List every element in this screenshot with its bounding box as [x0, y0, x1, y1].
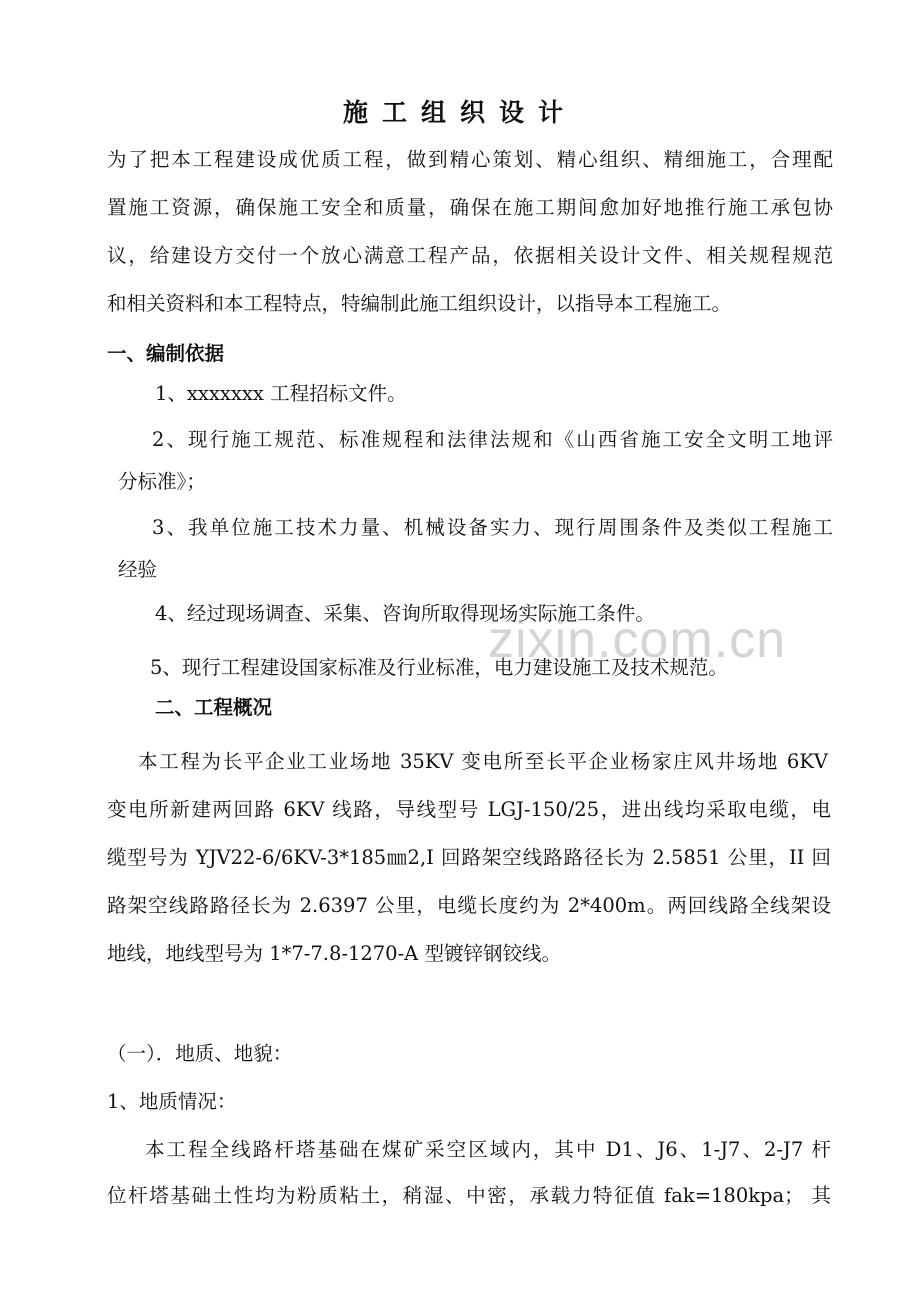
- paragraph-line: 本工程全线路杆塔基础在煤矿采空区域内，其中 D1、J6、1-J7、2-J7 杆: [145, 1138, 831, 1161]
- paragraph-line: 路架空线路路径长为 2.6397 公里，电缆长度约为 2*400m。两回线路全线架设: [107, 894, 831, 917]
- paragraph-line: 本工程为长平企业工业场地 35KV 变电所至长平企业杨家庄风井场地 6KV: [138, 750, 828, 773]
- watermark: zixin.com.cn: [488, 611, 787, 669]
- paragraph-line: 缆型号为 YJV22-6/6KV-3*185㎜2,I 回路架空线路路径长为 2.5851 公里，II 回: [107, 846, 831, 869]
- paragraph-line: 位杆塔基础土性均为粉质粘土，稍湿、中密，承载力特征值 fak=180kpa； 其: [107, 1184, 831, 1207]
- intro-line: 为了把本工程建设成优质工程，做到精心策划、精心组织、精细施工，合理配: [107, 148, 833, 171]
- list-item: 2、现行施工规范、标准规程和法律法规和《山西省施工安全文明工地评: [152, 428, 833, 451]
- list-item: 5、现行工程建设国家标准及行业标准，电力建设施工及技术规范。: [150, 656, 728, 679]
- subsection-heading: （一）．地质、地貌：: [107, 1042, 293, 1065]
- paragraph-line: 变电所新建两回路 6KV 线路，导线型号 LGJ-150/25，进出线均采取电缆，电: [107, 798, 831, 821]
- list-item: 1、地质情况：: [107, 1090, 237, 1113]
- list-item: 分标准》；: [118, 470, 206, 493]
- intro-line: 议，给建设方交付一个放心满意工程产品，依据相关设计文件、相关规程规范: [107, 244, 833, 267]
- list-item: 经验: [118, 558, 158, 581]
- paragraph-line: 地线，地线型号为 1*7-7.8-1270-A 型镀锌钢铰线。: [107, 942, 561, 965]
- section-heading: 二、工程概况: [155, 696, 273, 719]
- list-item: 1、xxxxxxx 工程招标文件。: [155, 382, 407, 405]
- section-heading: 一、编制依据: [107, 342, 225, 365]
- intro-line: 和相关资料和本工程特点，特编制此施工组织设计，以指导本工程施工。: [107, 292, 732, 315]
- document-title: 施工组织设计: [342, 98, 577, 127]
- intro-line: 置施工资源，确保施工安全和质量，确保在施工期间愈加好地推行施工承包协: [107, 196, 833, 219]
- list-item: 4、经过现场调查、采集、咨询所取得现场实际施工条件。: [155, 602, 655, 625]
- list-item: 3、我单位施工技术力量、机械设备实力、现行周围条件及类似工程施工: [152, 516, 833, 539]
